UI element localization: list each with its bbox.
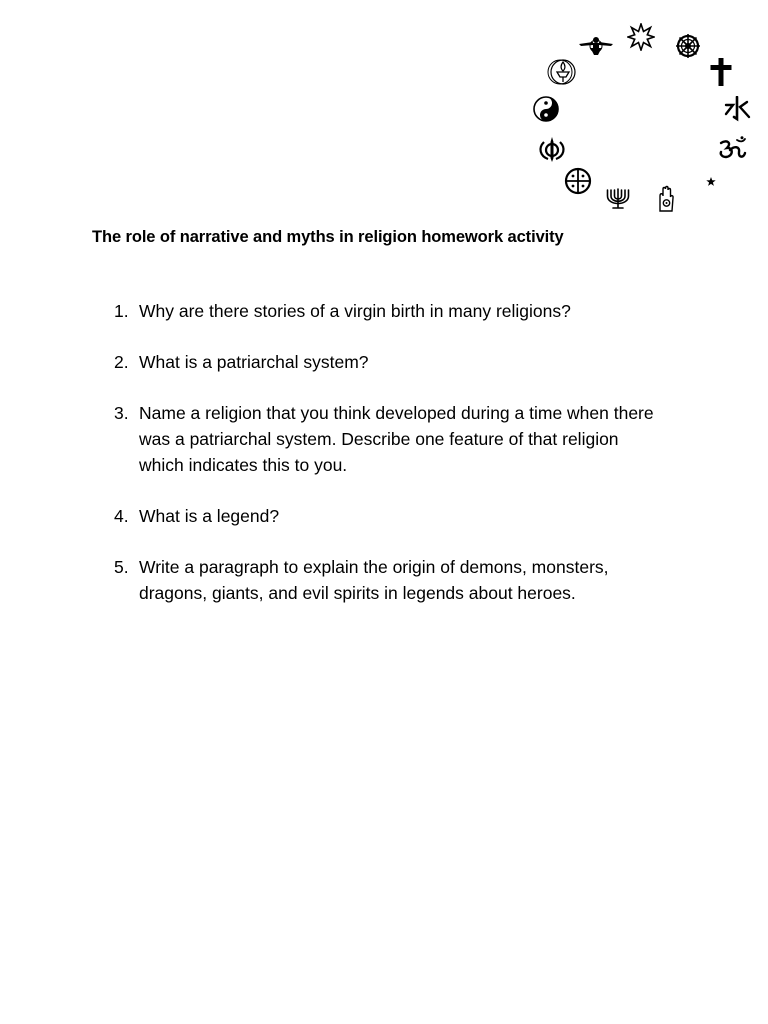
menorah-icon: [604, 187, 632, 211]
question-text: What is a legend?: [139, 506, 280, 526]
question-item: [114, 554, 674, 606]
nine-pointed-star-icon: [627, 23, 655, 51]
question-item: [114, 349, 674, 375]
question-item: [114, 298, 674, 324]
question-list: [114, 298, 674, 631]
question-number: 2.: [114, 352, 129, 372]
question-text: Why are there stories of a virgin birth in many religions?: [139, 301, 571, 321]
flaming-chalice-icon: [547, 58, 579, 86]
om-icon: [718, 136, 748, 162]
question-text: Name a religion that you think developed during a time when there was a patriarchal system. Describe one feature of that religion which indicates this to you.: [139, 403, 654, 475]
question-text: What is a patriarchal system?: [139, 352, 369, 372]
question-item: [114, 400, 674, 478]
cross-icon: [709, 57, 733, 87]
question-text: Write a paragraph to explain the origin of demons, monsters, dragons, giants, and evil spirits in legends about heroes.: [139, 557, 609, 603]
page-title: The role of narrative and myths in religion homework activity: [92, 228, 564, 246]
dharma-wheel-icon: [675, 33, 701, 59]
faravahar-icon: [578, 36, 614, 56]
question-number: 5.: [114, 557, 129, 577]
jain-hand-icon: [656, 185, 676, 213]
shinto-water-kanji-icon: [723, 96, 751, 122]
yin-yang-icon: [531, 95, 561, 123]
medicine-wheel-icon: [564, 167, 592, 195]
star-and-crescent-icon: [689, 167, 721, 195]
question-number: 3.: [114, 403, 129, 423]
question-item: [114, 503, 674, 529]
question-number: 1.: [114, 301, 129, 321]
khanda-icon: [538, 136, 566, 164]
question-number: 4.: [114, 506, 129, 526]
